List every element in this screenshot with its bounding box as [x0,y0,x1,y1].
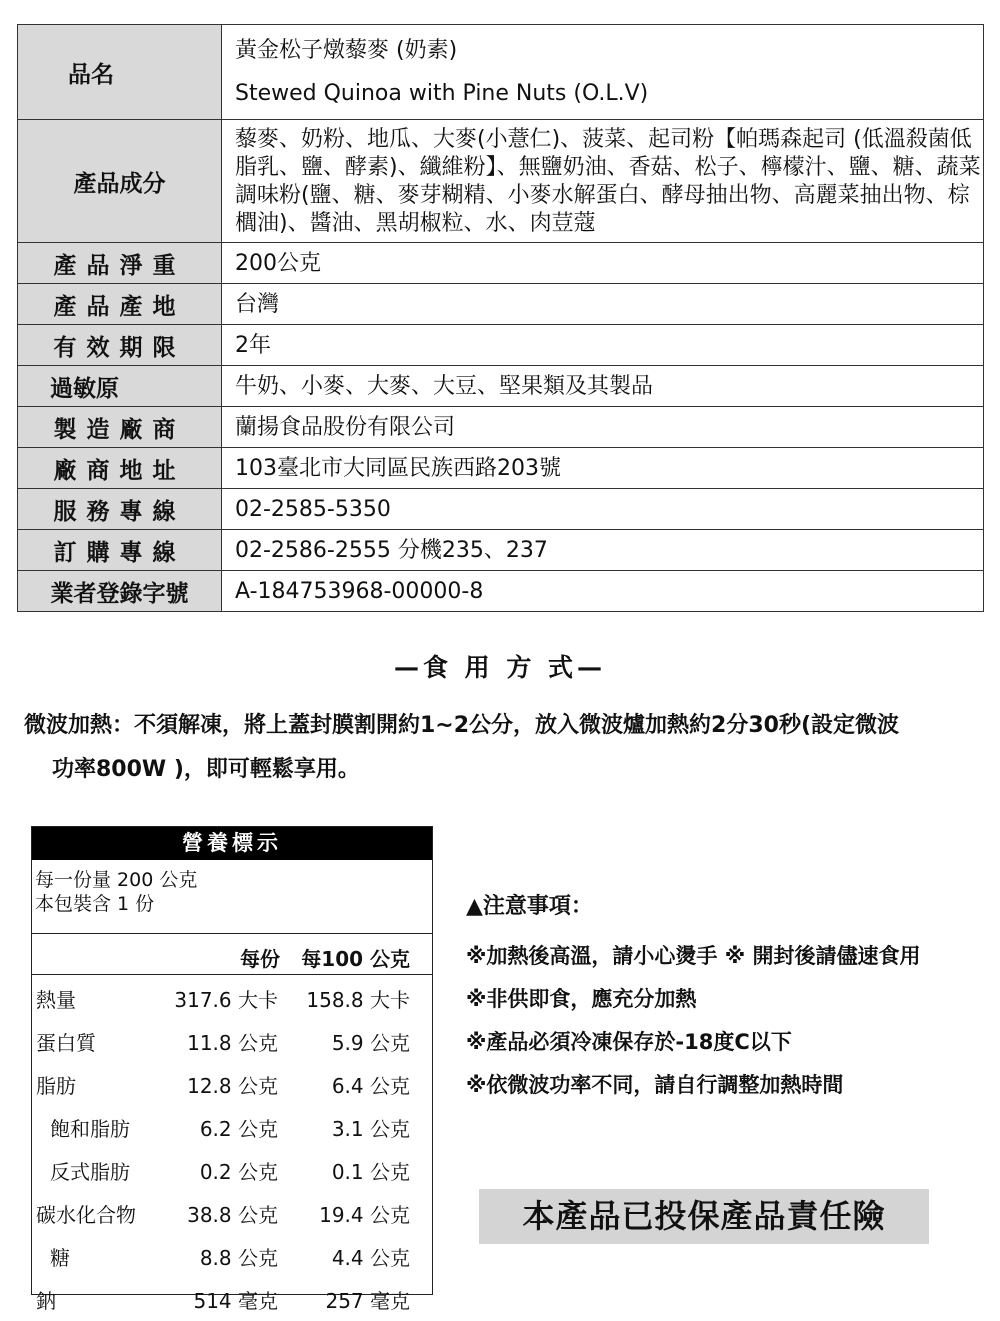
nutrition-title: 營養標示 [32,827,432,860]
info-row-manufacturer [18,407,984,448]
info-value: 200公克 [222,243,984,284]
nutrition-row [32,1233,432,1276]
product-name-en: Stewed Quinoa with Pine Nuts (O.L.V) [235,81,649,106]
info-row-ingredients [18,120,984,243]
nutrient-name: 碳水化合物 [36,1203,136,1227]
nutrient-per-100g: 6.4 公克 [331,1074,410,1098]
nutrient-per-serving: 317.6 大卡 [174,988,278,1012]
nutrient-per-100g: 5.9 公克 [331,1031,410,1055]
info-value [222,25,984,120]
info-label-text: 過敏原 [50,375,119,402]
usage-heading: —食 用 方 式— [393,653,607,682]
nutrient-per-serving: 12.8 公克 [187,1074,278,1098]
info-value: 02-2585-5350 [222,489,984,530]
info-label-text: 品名 [68,61,114,88]
nutrient-per-serving: 6.2 公克 [199,1117,278,1141]
info-label: 訂購專線 [18,530,222,571]
note-item: ※依微波功率不同，請自行調整加熱時間 [466,1073,844,1097]
info-row-weight [18,243,984,284]
nutrition-serving [32,860,432,933]
info-label: 服務專線 [18,489,222,530]
nutrient-per-serving: 8.8 公克 [199,1246,278,1270]
nutrition-rows [32,975,432,1319]
nutrient-per-100g: 158.8 大卡 [306,988,410,1012]
nutrient-name: 脂肪 [36,1074,76,1098]
info-label: 業者登錄字號 [18,571,222,612]
nutrient-per-100g: 3.1 公克 [331,1117,410,1141]
col-per-100g: 每100 公克 [301,947,410,971]
ingredients-text: 藜麥、奶粉、地瓜、大麥(小薏仁)、菠菜、起司粉【帕瑪森起司 (低溫殺菌低脂乳、鹽、酵素)、纖維粉】、無鹽奶油、香菇、松子、檸檬汁、鹽、糖、蔬菜調味粉(鹽、糖、麥芽糊精、小麥水解蛋白、酵母抽出物、高麗菜抽出物、棕櫚油)、醬油、黑胡椒粒、水、肉荳蔻 [235,127,981,236]
servings-per-package: 本包裝含 1 份 [35,893,155,915]
nutrition-header-row [32,933,432,975]
info-row-address [18,448,984,489]
info-row-registration [18,571,984,612]
nutrient-per-serving: 11.8 公克 [187,1031,278,1055]
nutrient-per-100g: 4.4 公克 [331,1246,410,1270]
notes-title: ▲注意事項： [466,894,593,919]
info-row-allergens [18,366,984,407]
nutrition-row [32,1018,432,1061]
info-value: 103臺北市大同區民族西路203號 [222,448,984,489]
nutrient-per-serving: 514 毫克 [193,1289,278,1313]
nutrient-name: 糖 [50,1246,70,1270]
info-value [222,120,984,243]
info-label [18,25,222,120]
col-per-serving: 每份 [240,947,280,971]
info-value: 2年 [222,325,984,366]
nutrition-row [32,975,432,1018]
info-label-text: 產品成分 [73,170,166,197]
nutrient-per-100g: 0.1 公克 [331,1160,410,1184]
notes-section [466,890,986,1107]
product-info-table [17,24,984,612]
nutrient-per-serving: 38.8 公克 [187,1203,278,1227]
info-label [18,366,222,407]
info-value: 台灣 [222,284,984,325]
info-value: 牛奶、小麥、大麥、大豆、堅果類及其製品 [222,366,984,407]
info-row-name [18,25,984,120]
nutrient-per-100g: 257 毫克 [325,1289,410,1313]
usage-line: 微波加熱：不須解凍，將上蓋封膜割開約1~2公分，放入微波爐加熱約2分30秒(設定微波 [24,713,900,738]
nutrition-row [32,1276,432,1319]
nutrient-per-serving: 0.2 公克 [199,1160,278,1184]
info-row-origin [18,284,984,325]
nutrient-name: 蛋白質 [36,1031,96,1055]
nutrient-per-100g: 19.4 公克 [319,1203,410,1227]
nutrient-name: 鈉 [36,1289,56,1313]
usage-instructions [24,704,979,792]
nutrition-row [32,1104,432,1147]
nutrient-name: 飽和脂肪 [50,1117,130,1141]
nutrition-row [32,1061,432,1104]
serving-size: 每一份量 200 公克 [35,869,198,891]
info-label: 產品產地 [18,284,222,325]
note-item: ※非供即食，應充分加熱 [466,987,697,1011]
nutrition-row [32,1147,432,1190]
note-item: ※加熱後高溫，請小心燙手 ※ 開封後請儘速食用 [466,944,921,968]
nutrition-row [32,1190,432,1233]
info-value: 02-2586-2555 分機235、237 [222,530,984,571]
info-value: A-184753968-00000-8 [222,571,984,612]
info-row-order-line [18,530,984,571]
info-label: 製造廠商 [18,407,222,448]
note-item: ※產品必須冷凍保存於-18度C以下 [466,1030,792,1054]
info-label: 有效期限 [18,325,222,366]
nutrient-name: 熱量 [36,988,76,1012]
info-label: 廠商地址 [18,448,222,489]
info-value: 蘭揚食品股份有限公司 [222,407,984,448]
insurance-banner: 本產品已投保產品責任險 [479,1189,929,1244]
info-label: 產品淨重 [18,243,222,284]
usage-line: 功率800W )，即可輕鬆享用。 [52,757,360,782]
nutrition-facts-table [31,826,433,1313]
info-row-service-line [18,489,984,530]
info-label [18,120,222,243]
nutrient-name: 反式脂肪 [50,1160,130,1184]
product-name-zh: 黃金松子燉藜麥 (奶素) [235,38,458,63]
info-row-shelf-life [18,325,984,366]
